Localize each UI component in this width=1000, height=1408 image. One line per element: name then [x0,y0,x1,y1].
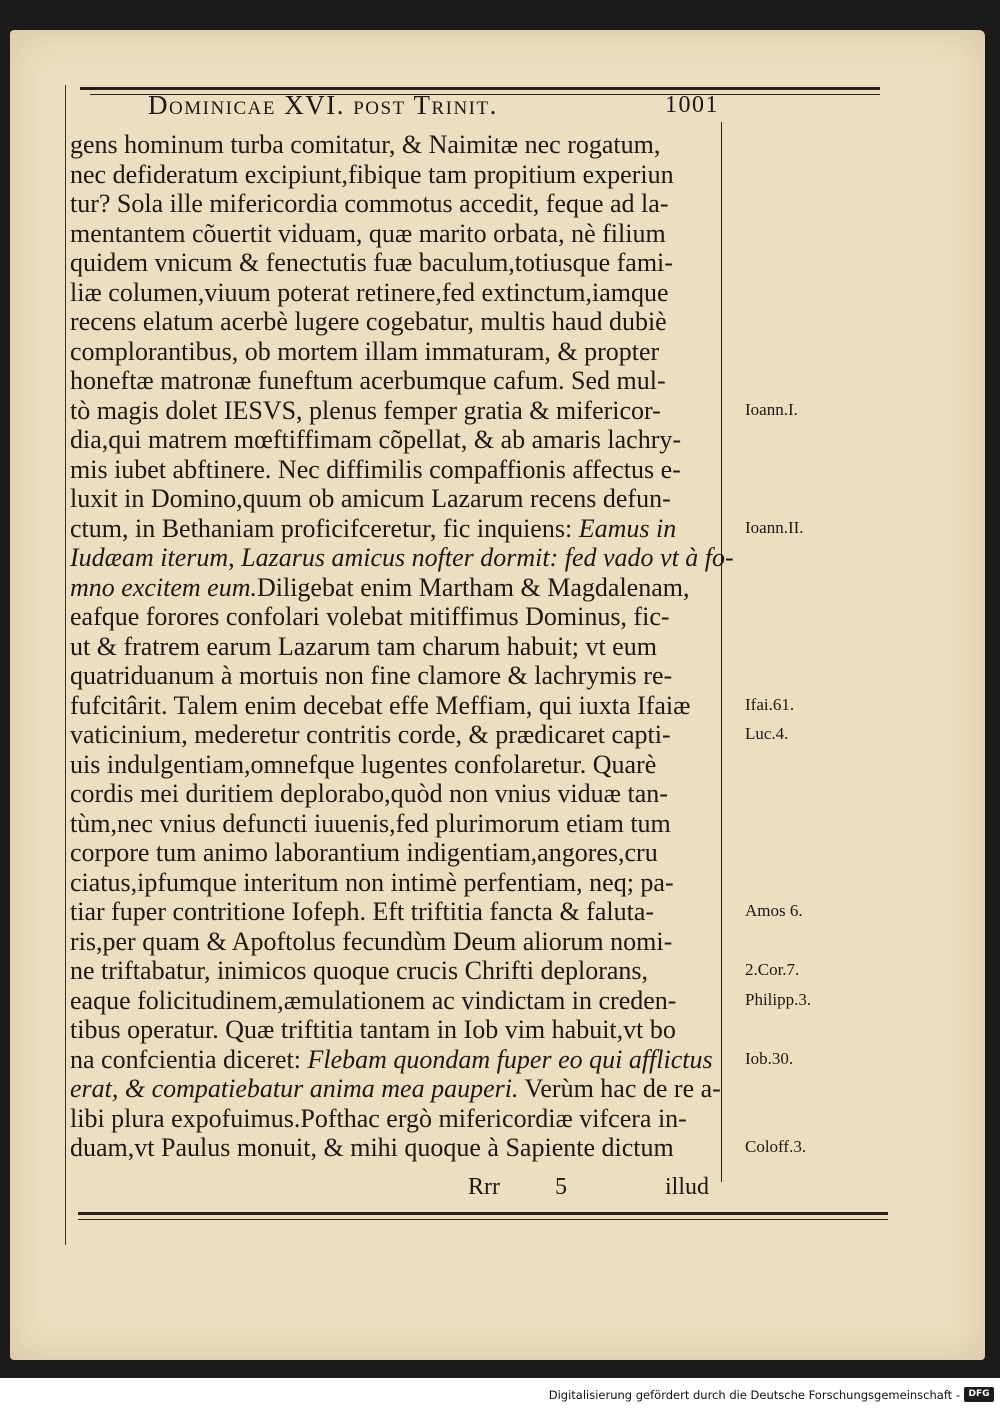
italic-text: mno excitem eum. [70,572,257,602]
footer-rule-thick [78,1212,888,1215]
margin-note: Ifai.61. [745,694,795,714]
italic-text: erat, & compatiebatur anima mea pauperi. [70,1074,519,1103]
text-span: gens hominum turba comitatur, & Naimitæ nec rogatum, [70,130,661,159]
text-line [70,602,730,632]
running-head-title: Dominicae XVI. post Trinit. [148,90,498,120]
book-page [10,30,985,1360]
text-line [70,1104,730,1134]
text-span: fufcitârit. Talem enim decebat effe Meffiam, qui iuxta Ifaiæ [70,690,691,720]
text-line [70,1133,730,1163]
text-span: Diligebat enim Martham & Magdalenam, [256,572,690,602]
text-span: tùm,nec vnius defuncti iuuenis,fed plurimorum etiam tum [70,808,671,838]
digitization-credit [0,1388,1000,1408]
text-span: ris,per quam & Apoftolus fecundùm Deum aliorum nomi- [70,926,673,956]
text-line [70,1074,730,1104]
text-span: ciatus,ipfumque interitum non intimè perfentiam, neq; pa- [70,867,674,897]
text-line [70,1045,730,1075]
text-line [70,838,730,868]
left-margin-rule [65,85,66,1245]
text-line [70,1015,730,1045]
text-span: na confcientia diceret: [70,1044,308,1074]
margin-note: Coloff.3. [745,1137,807,1156]
text-span: tur? Sola ille mifericordia commotus accedit, feque ad la- [70,189,669,218]
italic-text: Flebam quondam fuper eo qui afflictus [307,1044,713,1074]
margin-note: Ioann.II. [745,517,804,537]
text-line [70,956,730,986]
text-line [70,455,730,485]
text-span: uis indulgentiam,omnefque lugentes confolaretur. Quarè [70,749,657,779]
margin-note: Luc.4. [745,724,789,743]
text-line [70,219,730,249]
text-span: quidem vnicum & fenectutis fuæ baculum,totiusque fami- [70,248,673,277]
credit-text: Digitalisierung gefördert durch die Deutsche Forschungsgemeinschaft - [548,1388,960,1402]
text-line [70,691,730,721]
italic-text: Iudæam iterum, Lazarus amicus nofter dormit: fed vado vt à fo- [70,543,734,572]
text-line [70,868,730,898]
text-line [70,248,730,278]
text-span: luxit in Domino,quum ob amicum Lazarum recens defun- [70,484,671,513]
text-line [70,484,730,514]
text-line [70,514,730,544]
text-line [70,396,730,426]
text-span: ut & fratrem earum Lazarum tam charum habuit; vt eum [70,631,657,661]
text-line [70,779,730,809]
text-line [70,927,730,957]
signature-number: 5 [555,1174,567,1200]
text-span: duam,vt Paulus monuit, & mihi quoque à Sapiente dictum [70,1133,674,1162]
catchword: illud [665,1174,710,1200]
text-span: tibus operatur. Quæ triftitia tantam in Iob vim habuit,vt bo [70,1015,676,1044]
text-span: eafque forores confolari volebat mitiffimus Dominus, fic- [70,602,670,631]
text-span: nec defideratum excipiunt,fibique tam propitium experiun [70,159,674,189]
text-span: ctum, in Bethaniam proficifceretur, fic inquiens: [70,513,579,543]
page-number: 1001 [665,92,719,118]
text-span: vaticinium, mederetur contritis corde, & prædicaret capti- [70,720,671,749]
text-span: tò magis dolet IESVS, plenus femper gratia & mifericor- [70,395,661,425]
text-span: cordis mei duritiem deplorabo,quòd non vnius viduæ tan- [70,779,668,808]
dfg-logo: DFG [964,1387,994,1402]
text-line [70,543,734,573]
body-text [70,130,734,1163]
text-line [70,189,730,219]
text-line [70,425,730,455]
signature-mark: Rrr [468,1174,500,1200]
text-span: Verùm hac de re a- [518,1074,721,1103]
text-line [70,750,730,780]
text-line [70,661,730,691]
text-line [70,632,730,662]
text-line [70,573,730,603]
text-span: corpore tum animo laborantium indigentiam,angores,cru [70,838,658,867]
text-span: liæ columen,viuum poterat retinere,fed extinctum,iamque [70,277,669,307]
margin-note: Philipp.3. [745,989,812,1009]
text-line [70,720,730,750]
margin-note: Ioann.I. [745,399,798,419]
text-line [70,160,730,190]
margin-note: 2.Cor.7. [745,960,800,979]
text-span: mentantem cõuertit viduam, quæ marito orbata, nè filium [70,218,666,248]
text-line [70,130,730,160]
text-span: tiar fuper contritione Iofeph. Eft triftitia fancta & faluta- [70,897,655,926]
text-line [70,986,730,1016]
text-line [70,897,730,927]
text-span: quatriduanum à mortuis non fine clamore & lachrymis re- [70,661,673,690]
text-span: recens elatum acerbè lugere cogebatur, multis haud dubiè [70,307,667,336]
text-span: ne triftabatur, inimicos quoque crucis Chrifti deplorans, [70,956,649,985]
text-span: libi plura expofuimus.Pofthac ergò mifericordiæ vifcera in- [70,1103,687,1133]
text-line [70,278,730,308]
running-head [90,90,719,124]
text-line [70,337,730,367]
text-line [70,307,730,337]
text-span: eaque folicitudinem,æmulationem ac vindictam in creden- [70,985,677,1015]
margin-note: Amos 6. [745,901,803,920]
text-span: dia,qui matrem mœftiffimam cõpellat, & ab amaris lachry- [70,425,682,454]
text-span: honeftæ matronæ funeftum acerbumque cafum. Sed mul- [70,366,666,395]
italic-text: Eamus in [578,513,677,543]
margin-note: Iob.30. [745,1048,794,1068]
text-line [70,366,730,396]
text-span: mis iubet abftinere. Nec diffimilis compaffionis affectus e- [70,454,681,484]
text-line [70,809,730,839]
text-span: complorantibus, ob mortem illam immaturam, & propter [70,336,660,366]
footer-rule-thin [78,1219,888,1220]
